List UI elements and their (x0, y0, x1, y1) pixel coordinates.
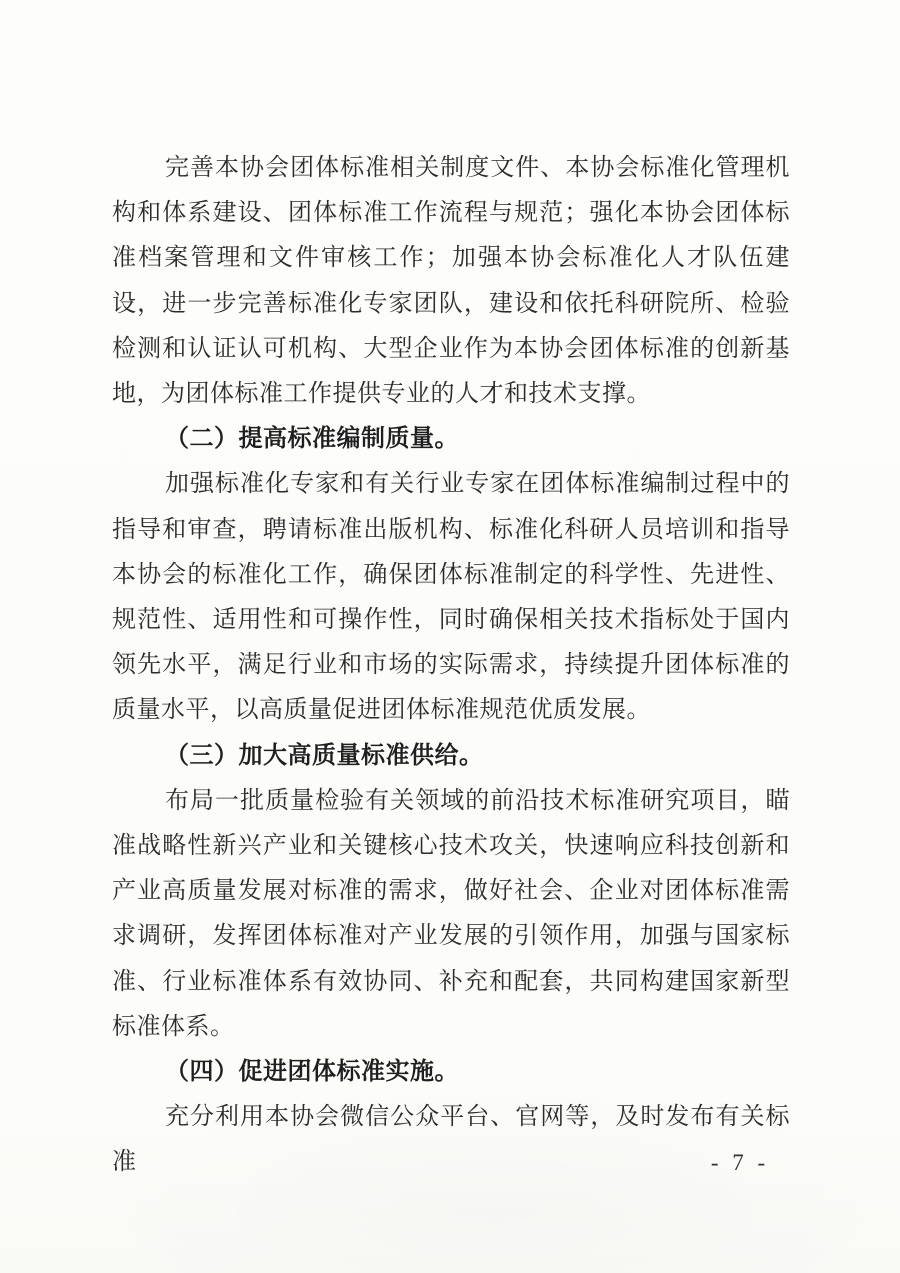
section-heading: （四）促进团体标准实施。 (165, 1059, 459, 1086)
section-heading: （三）加大高质量标准供给。 (165, 742, 484, 769)
section-heading: （二）提高标准编制质量。 (165, 426, 459, 453)
paragraph: 充分利用本协会微信公众平台、官网等，及时发布有关标准 (112, 1104, 790, 1176)
page-number: - 7 - (710, 1150, 770, 1175)
document-body (112, 146, 790, 1186)
paragraph: 加强标准化专家和有关行业专家在团体标准编制过程中的指导和审查，聘请标准出版机构、标准化科研人员培训和指导本协会的标准化工作，确保团体标准制定的科学性、先进性、规范性、适用性和可操作性，同时确保相关技术指标处于国内领先水平，满足行业和市场的实际需求，持续提升团体标准的质量水平，以高质量促进团体标准规范优质发展。 (112, 471, 790, 724)
paragraph: 完善本协会团体标准相关制度文件、本协会标准化管理机构和体系建设、团体标准工作流程与规范；强化本协会团体标准档案管理和文件审核工作；加强本协会标准化人才队伍建设，进一步完善标准化专家团队，建设和依托科研院所、检验检测和认证认可机构、大型企业作为本协会团体标准的创新基地，为团体标准工作提供专业的人才和技术支撑。 (112, 155, 790, 408)
paragraph: 布局一批质量检验有关领域的前沿技术标准研究项目，瞄准战略性新兴产业和关键核心技术攻关，快速响应科技创新和产业高质量发展对标准的需求，做好社会、企业对团体标准需求调研，发挥团体标准对产业发展的引领作用，加强与国家标准、行业标准体系有效协同、补充和配套，共同构建国家新型标准体系。 (112, 787, 790, 1040)
